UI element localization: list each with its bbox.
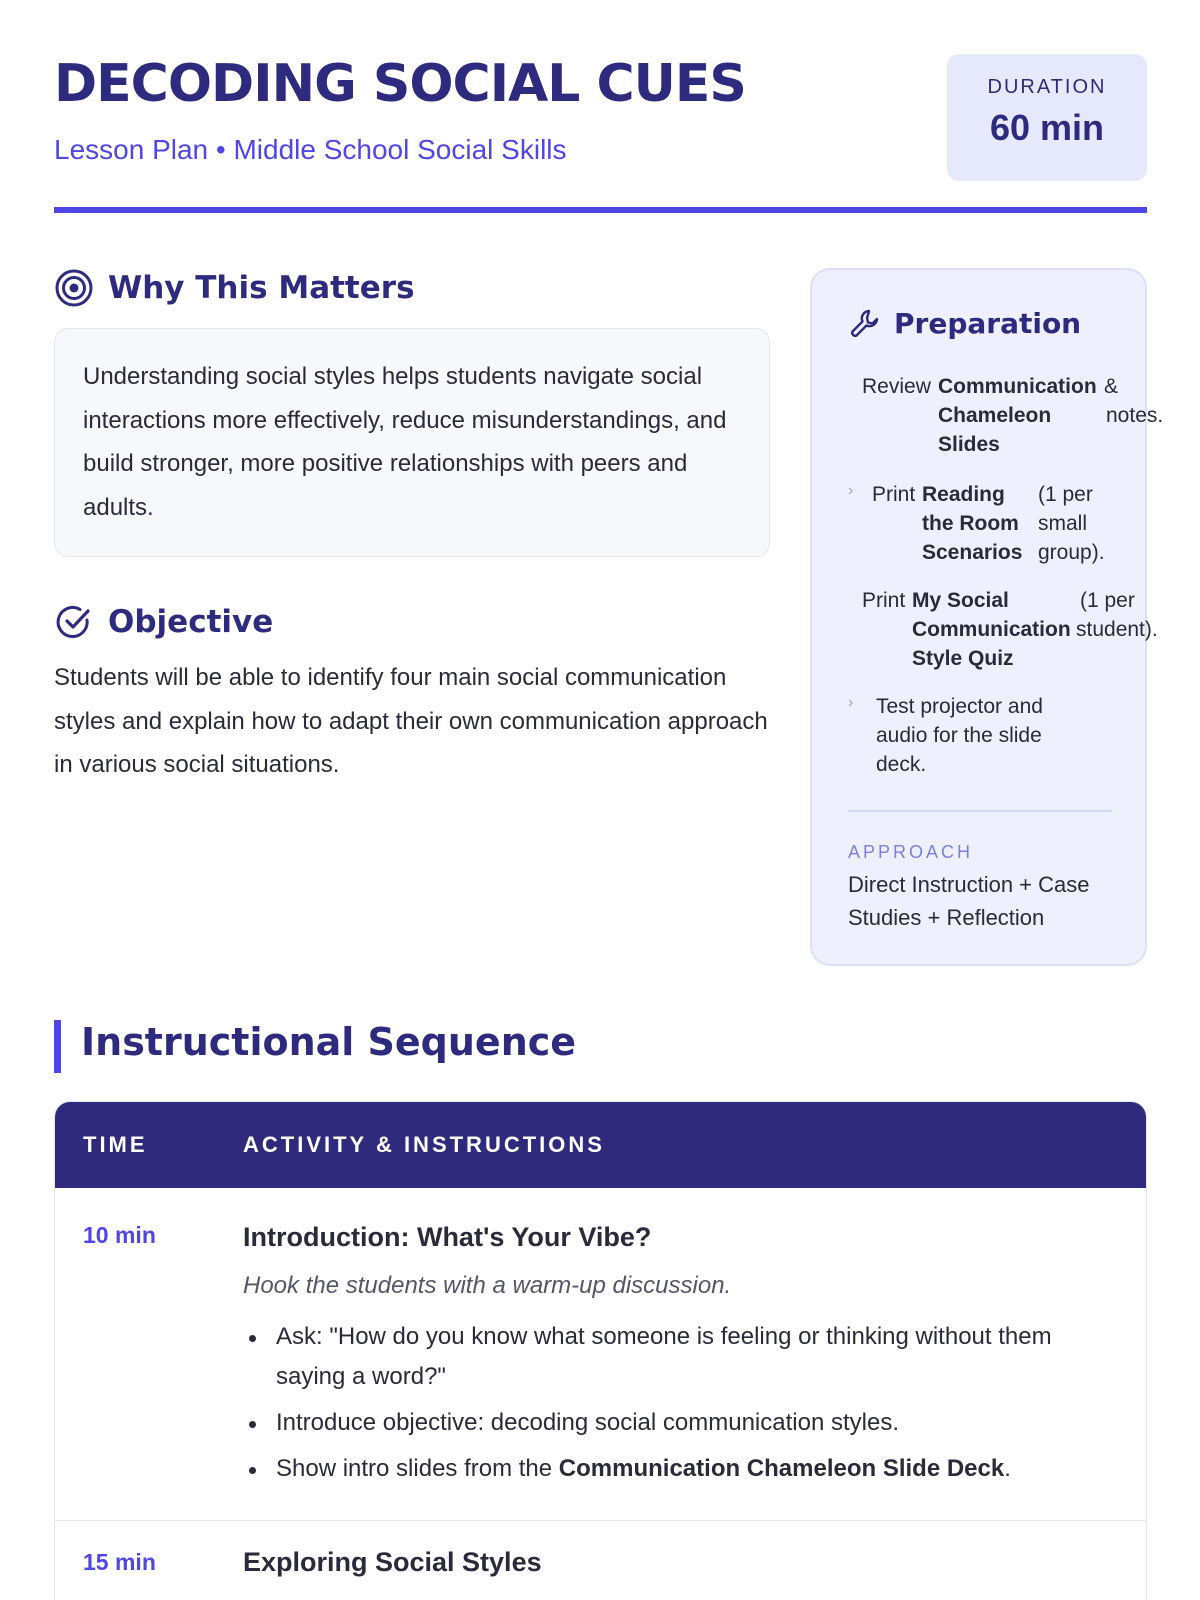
prep-item-bold: Reading xyxy=(922,483,1005,506)
prep-item-tail: (1 per xyxy=(1038,483,1093,506)
list-item: Introduce objective: decoding social communication styles. xyxy=(243,1403,1113,1443)
why-heading xyxy=(54,268,415,308)
prep-item-tail: small xyxy=(1038,512,1088,535)
prep-item-verb: Review xyxy=(862,375,931,398)
prep-item-text: audio for the slide xyxy=(876,724,1042,747)
preparation-heading-text: Preparation xyxy=(894,306,1082,340)
row-time: 10 min xyxy=(83,1222,156,1248)
row-bullets xyxy=(243,1317,1113,1495)
preparation-divider xyxy=(848,810,1112,812)
prep-item-tail: (1 per xyxy=(1080,589,1135,612)
list-item xyxy=(243,1449,1113,1489)
prep-item-tail: notes. xyxy=(1106,404,1164,427)
duration-label: DURATION xyxy=(987,76,1107,98)
prep-item-verb: Print xyxy=(862,589,906,612)
sequence-heading: Instructional Sequence xyxy=(81,1020,577,1064)
row-time: 15 min xyxy=(83,1549,156,1575)
preparation-card xyxy=(810,268,1164,966)
duration-value: 60 min xyxy=(989,107,1105,148)
page-subtitle: Lesson Plan • Middle School Social Skills xyxy=(54,134,567,165)
objective-text: Students will be able to identify four main social communication styles and explain how to adapt their own communication approach in various social situations. xyxy=(54,664,768,778)
prep-item-tail: group). xyxy=(1038,541,1105,564)
row-description: Hook the students with a warm-up discussion. xyxy=(243,1272,732,1299)
bullet-text: Show intro slides from the xyxy=(276,1455,559,1482)
chevron-right-icon: › xyxy=(848,694,854,711)
why-heading-text: Why This Matters xyxy=(108,270,415,306)
approach-label: APPROACH xyxy=(848,842,974,862)
prep-item-tail: student). xyxy=(1076,618,1158,641)
prep-item-bold: Communication xyxy=(938,375,1097,398)
objective-heading xyxy=(54,602,273,642)
objective-heading-text: Objective xyxy=(108,604,274,640)
check-circle-icon xyxy=(54,602,94,642)
header-divider xyxy=(54,207,1147,213)
prep-item-text: deck. xyxy=(876,753,927,776)
duration-badge xyxy=(947,54,1147,181)
target-icon xyxy=(54,268,94,308)
prep-item-bold: Chameleon xyxy=(938,404,1052,427)
prep-item-bold: Slides xyxy=(938,433,1000,456)
lesson-header xyxy=(54,54,1147,214)
slide-deck-name: Communication Chameleon Slide Deck xyxy=(558,1455,1005,1482)
page-title: DECODING SOCIAL CUES xyxy=(54,54,746,114)
column-header-activity: ACTIVITY & INSTRUCTIONS xyxy=(243,1132,605,1157)
chevron-right-icon: › xyxy=(848,482,854,499)
prep-item-tail: & xyxy=(1104,375,1119,398)
list-item: Ask: "How do you know what someone is feeling or thinking without them saying a word?" xyxy=(243,1317,1113,1397)
prep-item-bold: Style Quiz xyxy=(912,647,1014,670)
wrench-icon xyxy=(848,306,882,340)
bullet-text: . xyxy=(1004,1455,1011,1482)
prep-item-text: Test projector and xyxy=(876,695,1043,718)
prep-item-bold: Scenarios xyxy=(922,541,1023,564)
prep-item-bold: Communication xyxy=(912,618,1071,641)
approach-text: Direct Instruction + Case Studies + Reflection xyxy=(848,872,1090,930)
sequence-accent-bar xyxy=(54,1020,61,1073)
row-title: Exploring Social Styles xyxy=(243,1547,542,1577)
why-text: Understanding social styles helps students navigate social interactions more effectively, reduce misunderstandings, and build stronger, more positive relationships with peers and adults. xyxy=(54,328,770,557)
prep-item-verb: Print xyxy=(872,483,916,506)
row-divider xyxy=(55,1520,1146,1521)
row-title: Introduction: What's Your Vibe? xyxy=(243,1222,652,1252)
preparation-heading xyxy=(848,306,1081,340)
prep-item-bold: My Social xyxy=(912,589,1009,612)
column-header-time: TIME xyxy=(83,1132,148,1157)
sequence-table xyxy=(54,1101,1147,1600)
table-header xyxy=(55,1102,1146,1188)
prep-item-bold: the Room xyxy=(922,512,1019,535)
